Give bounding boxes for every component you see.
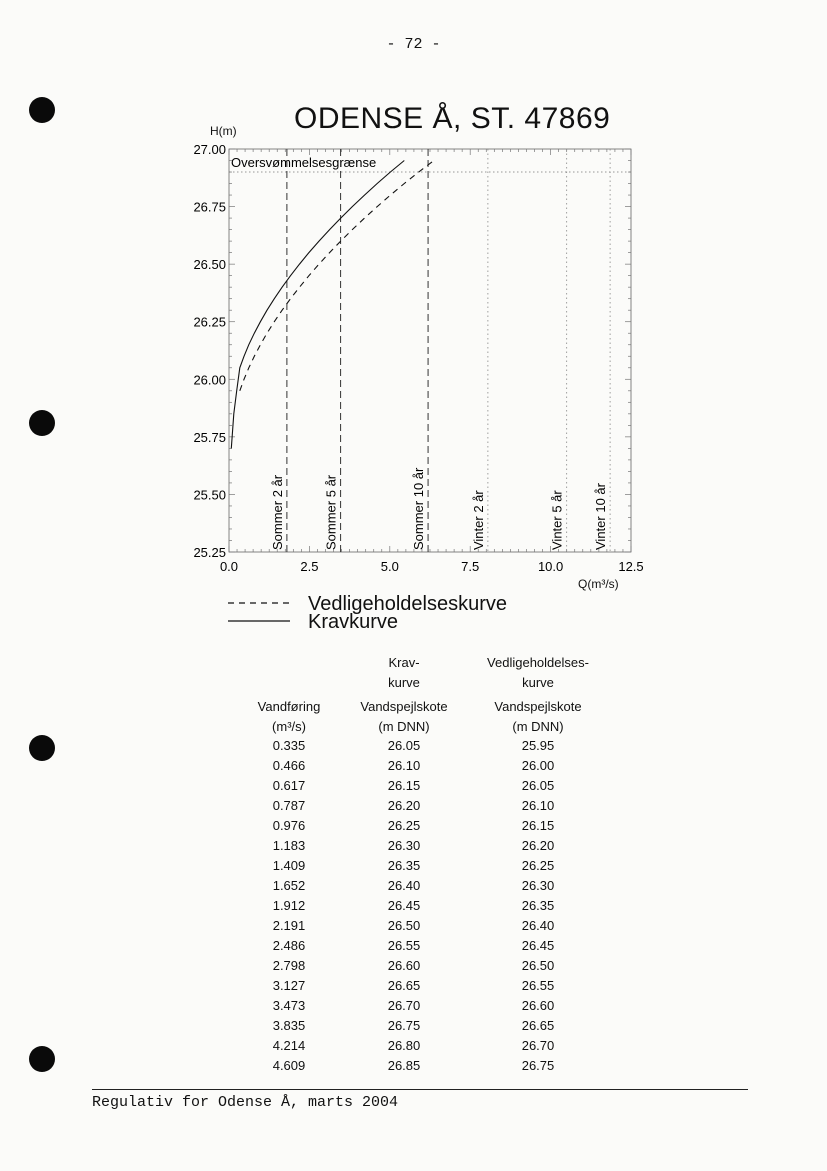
x-tick-label: 7.5	[461, 559, 480, 574]
legend-solid-line	[228, 619, 290, 623]
y-tick-label: 26.25	[193, 314, 226, 330]
table-cell: 0.466	[272, 758, 306, 773]
x-tick-label: 5.0	[380, 559, 399, 574]
table-cell: 3.473	[272, 998, 306, 1013]
table-row	[244, 756, 602, 776]
reference-line-label: Sommer 10 år	[411, 467, 427, 550]
table-cell: 26.35	[387, 858, 421, 873]
table-cell: 26.50	[387, 918, 421, 933]
chart-title: ODENSE Å, ST. 47869	[294, 102, 611, 135]
x-tick-label: 12.5	[618, 559, 644, 574]
table-body	[244, 736, 602, 1076]
table-header-cell: Vandføring	[257, 699, 321, 714]
table-cell: 26.30	[521, 878, 555, 893]
table-cell: 4.609	[272, 1058, 306, 1073]
table-row	[244, 956, 602, 976]
table-cell: 26.65	[521, 1018, 555, 1033]
table-cell: 0.976	[272, 818, 306, 833]
legend-dashed-line	[228, 601, 290, 605]
page-footer: Regulativ for Odense Å, marts 2004	[92, 1094, 399, 1111]
table-cell: 26.70	[521, 1038, 555, 1053]
table-cell: 2.486	[272, 938, 306, 953]
footer-divider	[92, 1089, 748, 1090]
legend-label: Kravkurve	[308, 611, 399, 633]
legend-label: Vedligeholdelseskurve	[308, 593, 508, 615]
table-row	[244, 1056, 602, 1076]
table-cell: 1.912	[272, 898, 306, 913]
table-header-cell: Vandspejlskote	[494, 699, 582, 714]
table-cell: 26.20	[387, 798, 421, 813]
table-cell: 26.75	[521, 1058, 555, 1073]
reference-line-label: Sommer 2 år	[269, 474, 285, 550]
y-tick-label: 25.75	[193, 429, 226, 445]
x-axis-label: Q(m³/s)	[578, 577, 619, 591]
table-row	[244, 1016, 602, 1036]
table-cell: 1.409	[272, 858, 306, 873]
table-row	[244, 876, 602, 896]
requirement-curve	[231, 161, 404, 449]
table-row	[244, 736, 602, 756]
table-header-row	[244, 692, 602, 716]
table-header-cell: (m DNN)	[512, 719, 564, 734]
y-tick-label: 27.00	[193, 142, 226, 157]
x-tick-label: 2.5	[300, 559, 319, 574]
table-cell: 26.65	[387, 978, 421, 993]
x-tick-label: 0.0	[219, 559, 239, 574]
table-cell: 26.10	[387, 758, 421, 773]
table-row	[244, 816, 602, 836]
table-header-cell: Vandspejlskote	[360, 699, 448, 714]
table-cell: 0.787	[272, 798, 306, 813]
table-cell: 25.95	[521, 738, 555, 753]
table-row	[244, 836, 602, 856]
table-cell: 26.25	[521, 858, 555, 873]
table-cell: 2.798	[272, 958, 306, 973]
table-cell: 26.75	[387, 1018, 421, 1033]
maintenance-curve	[240, 161, 434, 391]
table-row	[244, 916, 602, 936]
table-cell: 26.60	[387, 958, 421, 973]
table-row	[244, 1036, 602, 1056]
table-cell: 26.55	[387, 938, 421, 953]
table-header-cell	[244, 652, 334, 672]
reference-line-label: Vinter 5 år	[549, 490, 565, 550]
table-row	[244, 896, 602, 916]
table-header-cell	[244, 672, 334, 692]
table-cell: 4.214	[272, 1038, 306, 1053]
table-cell: 26.05	[387, 738, 421, 753]
table-header-cell: Krav-	[388, 655, 420, 670]
reference-line-label: Vinter 10 år	[593, 483, 609, 550]
table-cell: 1.183	[272, 838, 306, 853]
table-cell: 26.05	[521, 778, 555, 793]
table-header-cell: (m DNN)	[378, 719, 430, 734]
table-cell: 26.85	[387, 1058, 421, 1073]
table-cell: 0.335	[272, 738, 306, 753]
table-cell: 26.00	[521, 758, 555, 773]
table-cell: 3.127	[272, 978, 306, 993]
table-header-cell: kurve	[522, 675, 554, 690]
table-cell: 26.40	[521, 918, 555, 933]
table-cell: 26.20	[521, 838, 555, 853]
table-cell: 26.70	[387, 998, 421, 1013]
table-header-row	[244, 652, 602, 672]
punch-hole-icon	[29, 1046, 55, 1072]
page-number: - 72 -	[386, 36, 441, 53]
table-row	[244, 936, 602, 956]
table-cell: 26.15	[387, 778, 421, 793]
table-cell: 26.30	[387, 838, 421, 853]
flood-limit-label: Oversvømmelsesgrænse	[231, 155, 377, 171]
y-axis-label: H(m)	[210, 124, 237, 138]
y-tick-label: 25.25	[193, 545, 226, 560]
table-cell: 26.40	[387, 878, 421, 893]
table-header-row	[244, 716, 602, 736]
table-header-cell: (m³/s)	[272, 719, 306, 734]
table-row	[244, 796, 602, 816]
table-cell: 26.50	[521, 958, 555, 973]
table-cell: 1.652	[272, 878, 306, 893]
table-cell: 26.45	[387, 898, 421, 913]
table-cell: 26.60	[521, 998, 555, 1013]
legend-item-requirement	[228, 611, 548, 633]
y-tick-label: 25.50	[193, 487, 226, 503]
punch-hole-icon	[29, 735, 55, 761]
x-tick-label: 10.0	[537, 559, 564, 574]
y-tick-label: 26.50	[193, 257, 226, 273]
table-header-row	[244, 672, 602, 692]
table-cell: 26.10	[521, 798, 555, 813]
table-cell: 26.80	[387, 1038, 421, 1053]
reference-line-label: Vinter 2 år	[470, 490, 486, 550]
table-cell: 26.25	[387, 818, 421, 833]
table-row	[244, 856, 602, 876]
table-row	[244, 976, 602, 996]
table-cell: 26.35	[521, 898, 555, 913]
table-row	[244, 996, 602, 1016]
table-cell: 26.45	[521, 938, 555, 953]
table-cell: 26.55	[521, 978, 555, 993]
table-row	[244, 776, 602, 796]
table-cell: 0.617	[272, 778, 306, 793]
y-tick-label: 26.75	[193, 199, 226, 215]
table-cell: 3.835	[272, 1018, 306, 1033]
plot-frame	[229, 149, 631, 552]
data-table	[244, 652, 602, 1076]
y-tick-label: 26.00	[193, 372, 226, 388]
table-header-cell: kurve	[388, 675, 420, 690]
table-cell: 26.15	[521, 818, 555, 833]
table-header-cell: Vedligeholdelses-	[487, 655, 589, 670]
reference-line-label: Sommer 5 år	[323, 474, 339, 550]
table-cell: 2.191	[272, 918, 306, 933]
